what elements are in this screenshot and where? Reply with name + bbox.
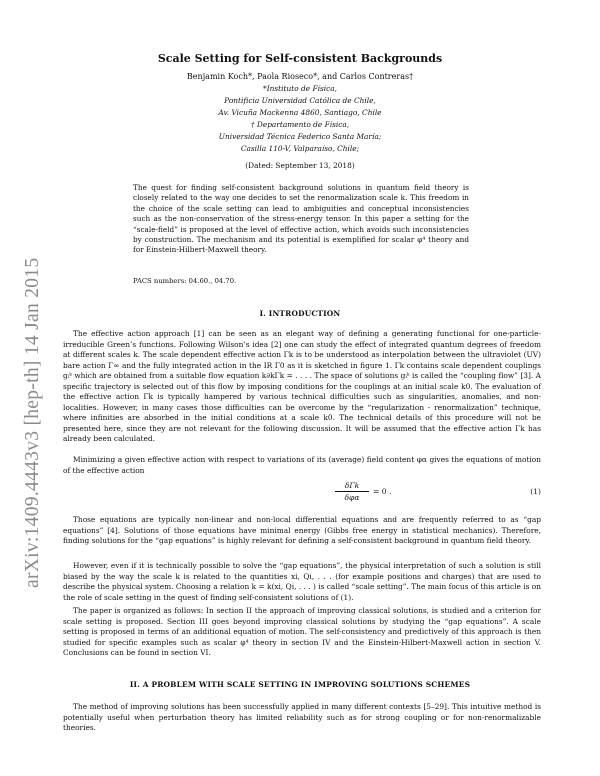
affiliation-line: Pontificia Universidad Católica de Chile, — [224, 96, 376, 105]
paragraph: However, even if it is technically possible to solve the “gap equations”, the physical interpretation of such a solution is still biased by the way the scale k is related to the quantities xi, Qi, . . . (for example positions and charges) that are used to describe the physical system. Choosing a relation k = k(xi, Qi, . . . ) is called “scale setting”. The main focus of this article is on the role of scale setting in the quest of finding self-consistent solutions of (1). — [63, 561, 541, 602]
paragraph: The effective action approach [1] can be seen as an elegant way of defining a generating functional for one-particle-irreducible Green’s functions. Following Wilson’s idea [2] one can study the effect of integrated quantum degrees of freedom at different scales k. The scale dependent effective action Γk is to be understood as interpolation between the ultraviolet (UV) bare action Γ∞ and the fully integrated action in the IR Γ0 as it is sketched in figure 1. Γk contains scale dependent couplings gᵢᵏ which are obtained from a suitable flow equation k∂kΓk = . . . . The space of solutions gᵢᵏ is called the “coupling flow” [3]. A specific trajectory is selected out of this flow by imposing conditions for the couplings at an initial scale k0. The evaluation of the effective action Γk is typically hampered by various technical difficulties such as singularities, anomalies, and non-localities. However, in many cases those difficulties can be overcome by the “regularization - renormalization” technique, where infinities are absorbed in the initial conditions at a scale k0. The technical details of this procedure will not be presented here, since they are not relevant for the following discussion. It will be assumed that the effective action Γk has already been calculated. — [63, 329, 541, 443]
equation-denominator: δφα — [344, 493, 360, 502]
pacs-numbers: PACS numbers: 04.60., 04.70. — [133, 277, 237, 285]
affiliation-line: Av. Vicuña Mackenna 4860, Santiago, Chile — [218, 108, 382, 117]
section-heading-introduction: I. INTRODUCTION — [259, 309, 341, 318]
paragraph: The paper is organized as follows: In section II the approach of improving classical solutions, is studied and a criterion for scale setting is proposed. Section III goes beyond improving classical solutions by studying the “gap equations”. A scale setting is proposed in terms of an additional equation of motion. The self-consistency and predictively of this approach is then studied for specific examples such as scalar φ⁴ theory in section IV and the Einstein-Hilbert-Maxwell action in section V. Conclusions can be found in section VI. — [63, 606, 541, 657]
paragraph: The method of improving solutions has been successfully applied in many different contexts [5–29]. This intuitive method is potentially useful when perturbation theory has limited reliability such as for strong coupling or for non-renormalizable theories. — [63, 702, 541, 732]
affiliation-line: Universidad Técnica Federico Santa María; — [218, 132, 382, 141]
date-line: (Dated: September 13, 2018) — [245, 161, 355, 170]
equation-numerator: δΓk — [335, 481, 369, 492]
arxiv-stamp: arXiv:1409.4443v3 [hep-th] 14 Jan 2015 — [22, 257, 43, 588]
author-list: Benjamin Koch*, Paola Rioseco*, and Carlos Contreras† — [186, 72, 414, 81]
affiliation-line: *Instituto de Física, — [263, 84, 337, 93]
equation-fraction — [335, 481, 369, 502]
equation-rhs: = 0 . — [373, 487, 392, 496]
paragraph: Minimizing a given effective action with respect to variations of its (average) field content φα gives the equations of motion of the effective action — [63, 455, 541, 475]
affiliation-line: Casilla 110-V, Valparaíso, Chile; — [240, 144, 360, 153]
equation-number: (1) — [530, 487, 541, 496]
section-heading-scale-setting: II. A PROBLEM WITH SCALE SETTING IN IMPROVING SOLUTIONS SCHEMES — [129, 680, 471, 689]
paragraph: Those equations are typically non-linear and non-local differential equations and are frequently referred to as “gap equations” [4]. Solutions of those equations have minimal energy (Gibbs free energy in statistical mechanics). Therefore, finding solutions for the “gap equations” is highly relevant for defining a self-consistent background in quantum field theory. — [63, 515, 541, 545]
abstract: The quest for finding self-consistent background solutions in quantum field theory is closely related to the way one decides to set the renormalization scale k. This freedom in the choice of the scale setting can lead to ambiguities and conceptual inconsistencies such as the non-conservation of the stress-energy tensor. In this paper a setting for the “scale-field” is proposed at the level of effective action, which avoids such inconsistencies by construction. The mechanism and its potential is exemplified for scalar φ⁴ theory and for Einstein-Hilbert-Maxwell theory. — [133, 183, 469, 255]
equation-1 — [63, 481, 541, 511]
paper-title: Scale Setting for Self-consistent Backgrounds — [157, 52, 443, 65]
affiliation-line: † Departamento de Física, — [250, 120, 350, 129]
